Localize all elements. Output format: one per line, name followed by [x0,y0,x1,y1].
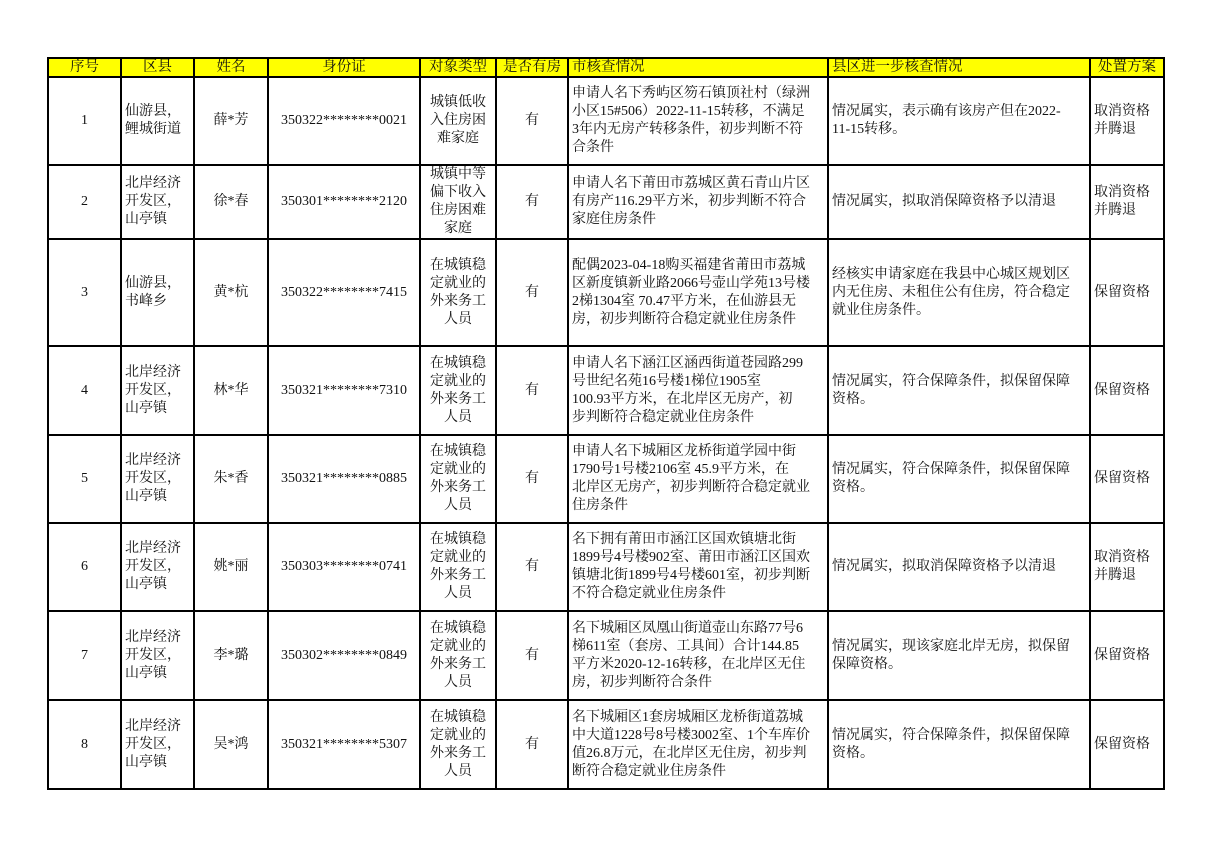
district-cell: 仙游县， 书峰乡 [121,239,194,346]
city-check-cell: 名下拥有莆田市涵江区国欢镇塘北街 1899号4号楼902室、莆田市涵江区国欢 镇塘北街1899号4号楼601室，初步判断 不符合稳定就业住房条件 [568,523,828,611]
header-has-house: 是否有房 [496,58,568,77]
id-cell: 350302********0849 [268,611,420,700]
has-house-cell: 有 [496,165,568,239]
city-check-cell: 名下城厢区凤凰山街道壶山东路77号6 梯611室（套房、工具间）合计144.85 平方米2020-12-16转移，在北岸区无住 房，初步判断符合条件 [568,611,828,700]
action-cell: 保留资格 [1090,239,1164,346]
action-cell: 取消资格 并腾退 [1090,77,1164,165]
has-house-cell: 有 [496,700,568,789]
header-city-check: 市核查情况 [568,58,828,77]
id-cell: 350321********0885 [268,435,420,523]
name-cell: 黄*杭 [194,239,268,346]
has-house-cell: 有 [496,435,568,523]
county-check-cell: 情况属实，符合保障条件，拟保留保障 资格。 [828,346,1090,435]
name-cell: 薛*芳 [194,77,268,165]
table-row [48,77,1164,165]
district-cell: 北岸经济 开发区， 山亭镇 [121,611,194,700]
type-cell: 在城镇稳 定就业的 外来务工 人员 [420,523,496,611]
county-check-cell: 情况属实，拟取消保障资格予以清退 [828,165,1090,239]
header-district: 区县 [121,58,194,77]
district-cell: 北岸经济 开发区， 山亭镇 [121,523,194,611]
id-cell: 350303********0741 [268,523,420,611]
city-check-cell: 配偶2023-04-18购买福建省莆田市荔城 区新度镇新业路2066号壶山学苑13号楼 2梯1304室 70.47平方米，在仙游县无 房，初步判断符合稳定就业住房条件 [568,239,828,346]
id-cell: 350322********0021 [268,77,420,165]
type-cell: 城镇低收 入住房困 难家庭 [420,77,496,165]
row-no: 4 [48,346,121,435]
type-cell: 在城镇稳 定就业的 外来务工 人员 [420,700,496,789]
district-cell: 仙游县， 鲤城街道 [121,77,194,165]
has-house-cell: 有 [496,77,568,165]
type-cell: 城镇中等 偏下收入 住房困难 家庭 [420,165,496,239]
district-cell: 北岸经济 开发区， 山亭镇 [121,700,194,789]
header-row [48,58,1164,77]
table-row [48,523,1164,611]
table-row [48,346,1164,435]
city-check-cell: 名下城厢区1套房城厢区龙桥街道荔城 中大道1228号8号楼3002室、1个车库价 值26.8万元，在北岸区无住房，初步判 断符合稳定就业住房条件 [568,700,828,789]
verification-table [47,57,1165,790]
action-cell: 保留资格 [1090,435,1164,523]
table-row [48,239,1164,346]
district-cell: 北岸经济 开发区， 山亭镇 [121,346,194,435]
county-check-cell: 经核实申请家庭在我县中心城区规划区 内无住房、未租住公有住房，符合稳定 就业住房条件。 [828,239,1090,346]
row-no: 7 [48,611,121,700]
district-cell: 北岸经济 开发区， 山亭镇 [121,435,194,523]
header-name: 姓名 [194,58,268,77]
name-cell: 吴*鸿 [194,700,268,789]
city-check-cell: 申请人名下莆田市荔城区黄石青山片区 有房产116.29平方米，初步判断不符合 家庭住房条件 [568,165,828,239]
district-cell: 北岸经济 开发区， 山亭镇 [121,165,194,239]
type-cell: 在城镇稳 定就业的 外来务工 人员 [420,239,496,346]
name-cell: 姚*丽 [194,523,268,611]
action-cell: 保留资格 [1090,700,1164,789]
row-no: 3 [48,239,121,346]
action-cell: 取消资格 并腾退 [1090,165,1164,239]
county-check-cell: 情况属实，拟取消保障资格予以清退 [828,523,1090,611]
name-cell: 林*华 [194,346,268,435]
header-county-check: 县区进一步核查情况 [828,58,1090,77]
header-id: 身份证 [268,58,420,77]
type-cell: 在城镇稳 定就业的 外来务工 人员 [420,346,496,435]
has-house-cell: 有 [496,523,568,611]
type-cell: 在城镇稳 定就业的 外来务工 人员 [420,611,496,700]
has-house-cell: 有 [496,611,568,700]
name-cell: 李*璐 [194,611,268,700]
action-cell: 保留资格 [1090,611,1164,700]
county-check-cell: 情况属实，符合保障条件，拟保留保障 资格。 [828,435,1090,523]
row-no: 5 [48,435,121,523]
header-action: 处置方案 [1090,58,1164,77]
has-house-cell: 有 [496,239,568,346]
name-cell: 朱*香 [194,435,268,523]
id-cell: 350321********5307 [268,700,420,789]
table-row [48,435,1164,523]
id-cell: 350301********2120 [268,165,420,239]
county-check-cell: 情况属实，现该家庭北岸无房，拟保留 保障资格。 [828,611,1090,700]
type-cell: 在城镇稳 定就业的 外来务工 人员 [420,435,496,523]
action-cell: 取消资格 并腾退 [1090,523,1164,611]
row-no: 8 [48,700,121,789]
row-no: 2 [48,165,121,239]
table-row [48,700,1164,789]
header-type: 对象类型 [420,58,496,77]
row-no: 6 [48,523,121,611]
row-no: 1 [48,77,121,165]
county-check-cell: 情况属实，符合保障条件，拟保留保障 资格。 [828,700,1090,789]
id-cell: 350321********7310 [268,346,420,435]
table-row [48,611,1164,700]
county-check-cell: 情况属实，表示确有该房产但在2022- 11-15转移。 [828,77,1090,165]
id-cell: 350322********7415 [268,239,420,346]
action-cell: 保留资格 [1090,346,1164,435]
city-check-cell: 申请人名下涵江区涵西街道苍园路299 号世纪名苑16号楼1梯位1905室 100.93平方米，在北岸区无房产，初 步判断符合稳定就业住房条件 [568,346,828,435]
header-no: 序号 [48,58,121,77]
city-check-cell: 申请人名下城厢区龙桥街道学园中街 1790号1号楼2106室 45.9平方米，在 北岸区无房产，初步判断符合稳定就业 住房条件 [568,435,828,523]
name-cell: 徐*春 [194,165,268,239]
table-row [48,165,1164,239]
has-house-cell: 有 [496,346,568,435]
city-check-cell: 申请人名下秀屿区笏石镇顶社村（绿洲 小区15#506）2022-11-15转移，不满足 3年内无房产转移条件，初步判断不符 合条件 [568,77,828,165]
